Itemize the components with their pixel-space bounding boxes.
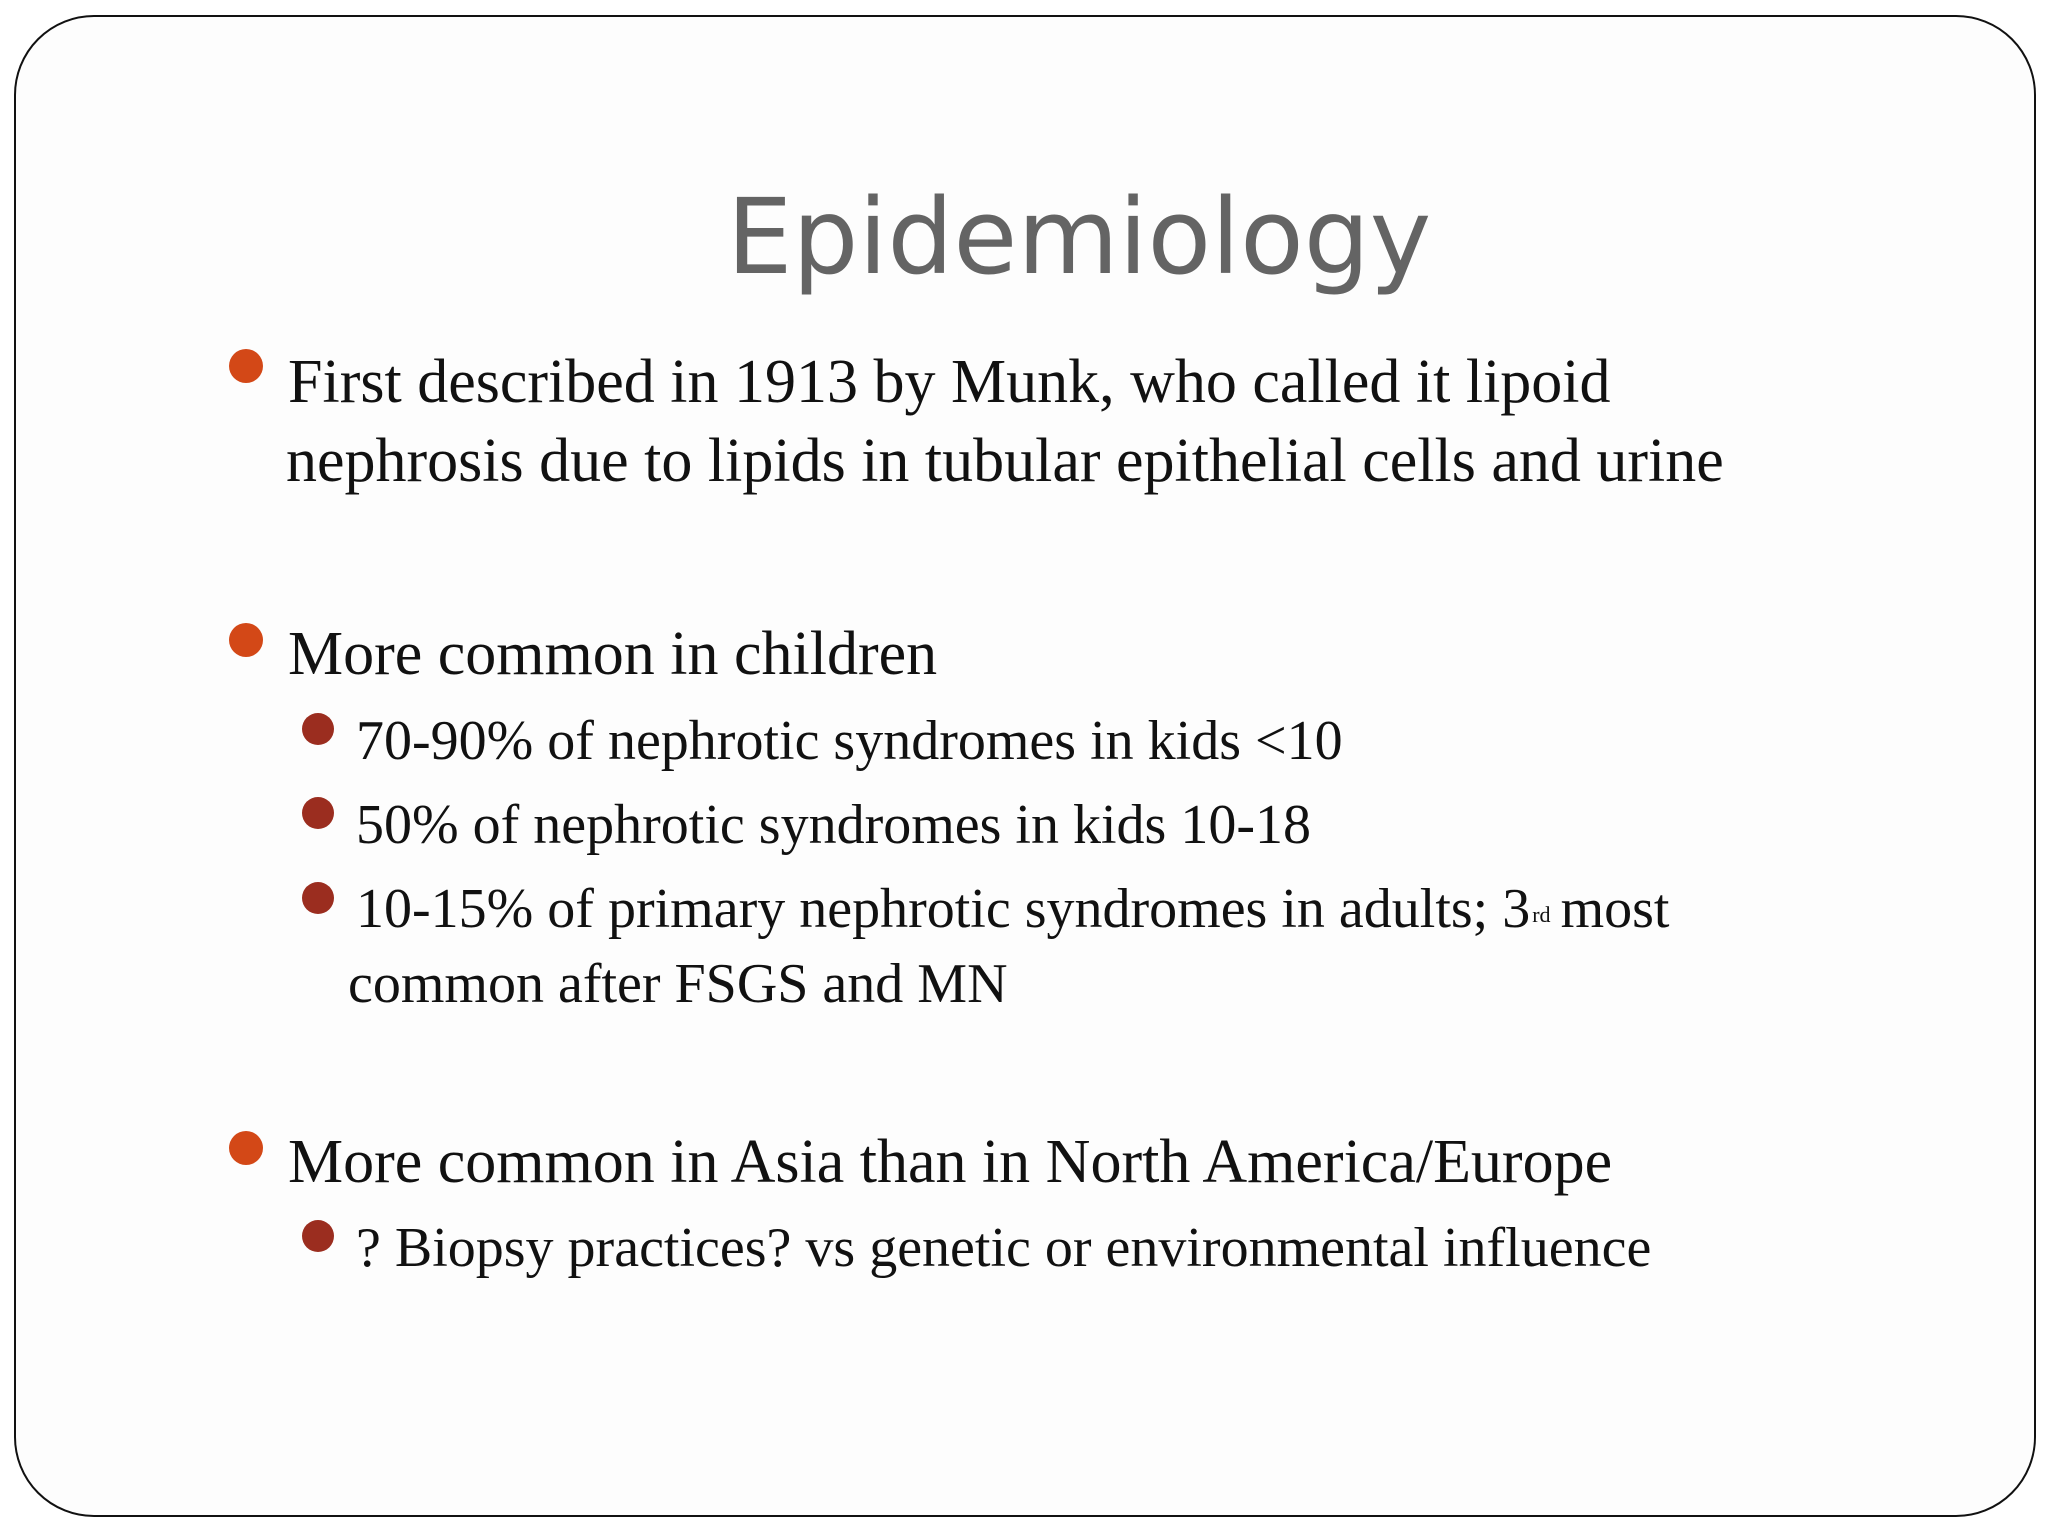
bullet-dot-level2 xyxy=(302,1220,334,1252)
bullet-3-sub-1: ? Biopsy practices? vs genetic or environmental influence xyxy=(356,1217,1652,1279)
sub-3-text-after: most xyxy=(1560,878,1670,940)
bullet-2-sub-3-line-2: common after FSGS and MN xyxy=(348,953,1008,1015)
bullet-2-line-1: More common in children xyxy=(288,620,938,688)
bullet-dot-level2 xyxy=(302,797,334,829)
bullet-2-sub-3-line-1 xyxy=(356,871,1669,947)
bullet-1-line-1: First described in 1913 by Munk, who called it lipoid xyxy=(288,348,1611,416)
bullet-2-sub-1: 70-90% of nephrotic syndromes in kids <10 xyxy=(356,710,1343,772)
sub-3-text-before: 10-15% of primary nephrotic syndromes in adults; 3 xyxy=(356,878,1531,940)
bullet-dot-level2 xyxy=(302,882,334,914)
bullet-dot-level1 xyxy=(229,1131,263,1165)
bullet-dot-level1 xyxy=(229,623,263,657)
bullet-3-line-1: More common in Asia than in North America/Europe xyxy=(288,1128,1613,1196)
slide-title: Epidemiology xyxy=(726,176,1432,298)
bullet-dot-level2 xyxy=(302,713,334,745)
ordinal-suffix: rd xyxy=(1532,902,1551,927)
bullet-1-line-2: nephrosis due to lipids in tubular epithelial cells and urine xyxy=(286,427,1724,495)
bullet-2-sub-2: 50% of nephrotic syndromes in kids 10-18 xyxy=(356,794,1311,856)
bullet-dot-level1 xyxy=(229,349,263,383)
